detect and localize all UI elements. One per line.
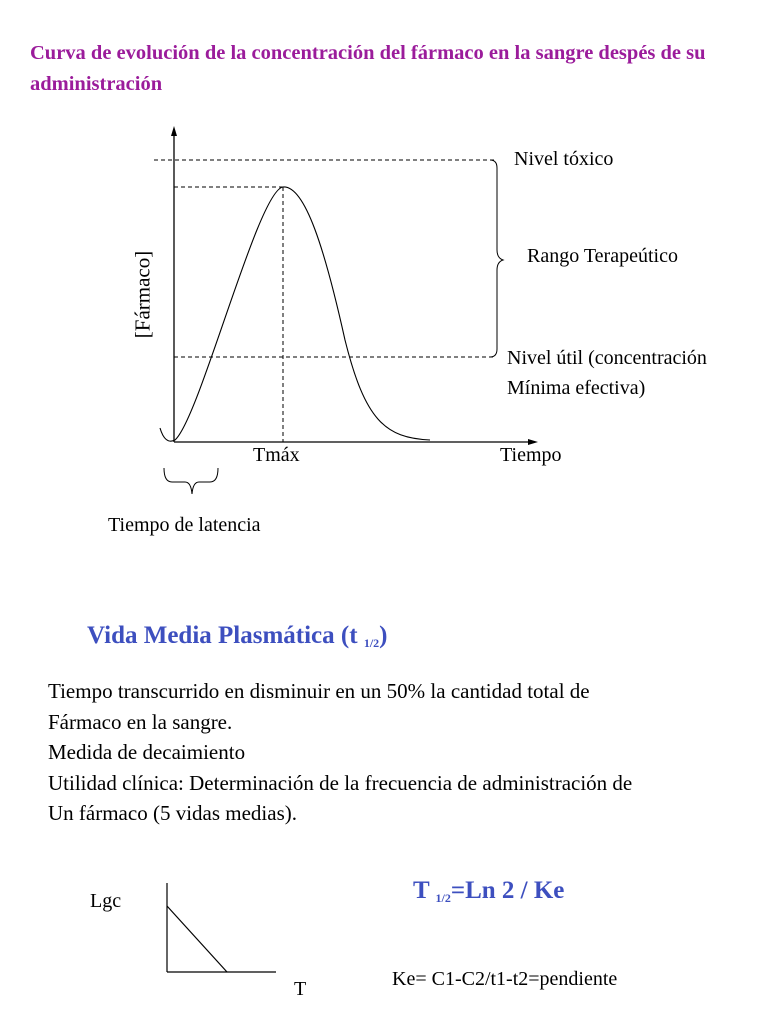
toxic-level-label: Nivel tóxico — [514, 148, 614, 170]
description-line-3: Medida de decaimiento — [48, 740, 246, 764]
small-graph-y-label: Lgc — [90, 890, 122, 912]
time-axis-label: Tiempo — [500, 444, 562, 466]
description-line-1: Tiempo transcurrido en disminuir en un 50% la cantidad total de — [48, 679, 590, 703]
decay-line — [167, 906, 227, 972]
min-effective-label-line2: Mínima efectiva) — [507, 377, 646, 399]
therapeutic-range-brace — [490, 160, 503, 357]
small-graph-x-label: T — [294, 978, 307, 1000]
latency-brace — [164, 468, 218, 494]
y-axis-label: [Fármaco] — [130, 250, 155, 339]
ke-formula: Ke= C1-C2/t1-t2=pendiente — [392, 968, 618, 990]
half-life-description — [48, 676, 632, 829]
y-axis-arrow — [171, 126, 177, 136]
tmax-label: Tmáx — [253, 444, 300, 466]
half-life-heading: Vida Media Plasmática (t $_{1/2}$) — [87, 622, 388, 650]
min-effective-label-line1: Nivel útil (concentración — [507, 347, 707, 369]
description-line-5: Un fármaco (5 vidas medias). — [48, 801, 297, 825]
description-line-2: Fármaco en la sangre. — [48, 709, 233, 734]
therapeutic-range-label: Rango Terapeútico — [527, 245, 678, 267]
description-line-4: Utilidad clínica: Determinación de la frecuencia de administración de — [48, 770, 633, 795]
half-life-formula: T $_{1/2}$=Ln 2 / Ke — [413, 877, 565, 905]
latency-label: Tiempo de latencia — [108, 514, 261, 536]
page-title: Curva de evolución de la concentración del fármaco en la sangre despés de su administración — [30, 42, 706, 95]
concentration-curve — [160, 187, 430, 441]
